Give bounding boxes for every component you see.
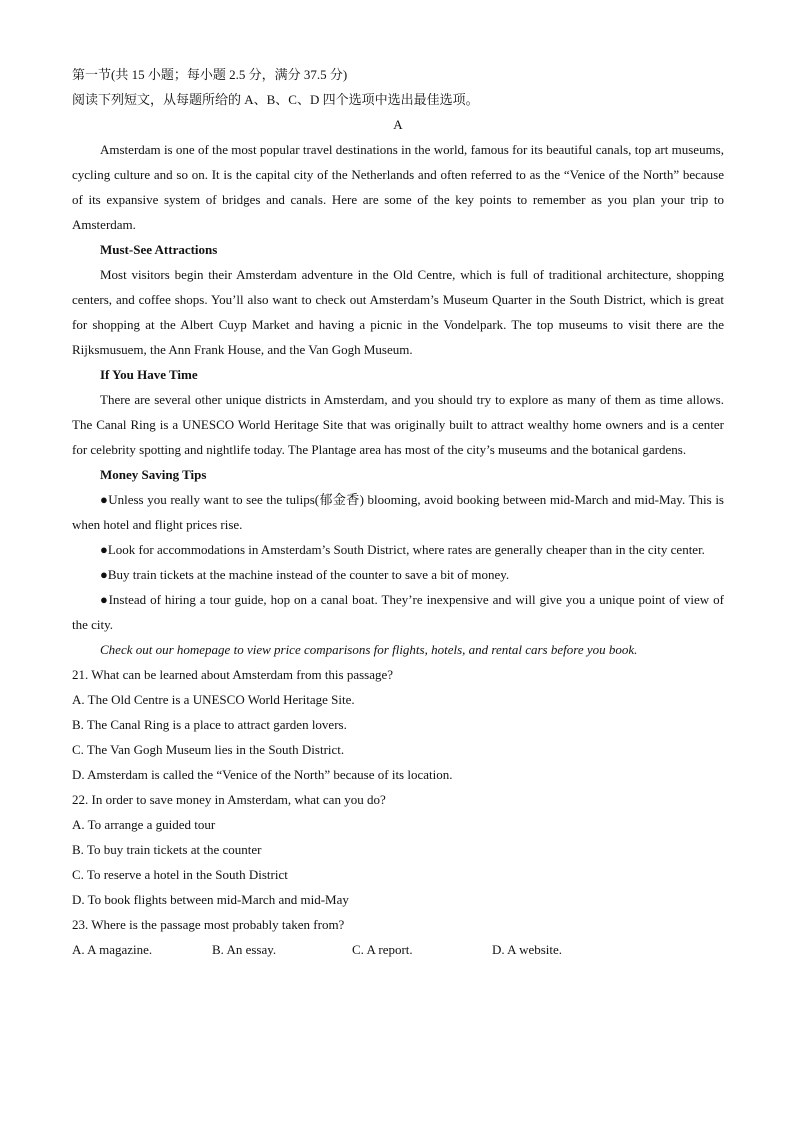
- instruction: 阅读下列短文，从每题所给的 A、B、C、D 四个选项中选出最佳选项。: [72, 92, 479, 107]
- question-options-row: [72, 937, 724, 962]
- passage-intro: Amsterdam is one of the most popular travel destinations in the world, famous for its beautiful canals, top art museums, cycling culture and so on. It is the capital city of the Netherlands and often referred to as the “Venice of the North” because of its expansive system of bridges and canals. Here are some of the key points to remember as you plan your trip to Amsterdam.: [72, 142, 724, 232]
- question-option: B. The Canal Ring is a place to attract garden lovers.: [72, 717, 347, 732]
- question-option: B. To buy train tickets at the counter: [72, 842, 262, 857]
- section-heading: If You Have Time: [100, 367, 198, 382]
- passage-label: A: [393, 117, 403, 132]
- document-page: [72, 62, 724, 962]
- question-option: C. To reserve a hotel in the South District: [72, 867, 288, 882]
- question-stem: 21. What can be learned about Amsterdam from this passage?: [72, 667, 394, 682]
- section-body: There are several other unique districts in Amsterdam, and you should try to explore as many of them as time allows. The Canal Ring is a UNESCO World Heritage Site that was originally built to attract wealthy home owners and is a center for celebrity spotting and nightlife today. The Plantage area has most of the city’s museums and the botanical gardens.: [72, 392, 724, 457]
- section-heading: Must-See Attractions: [100, 242, 218, 257]
- tips-heading: Money Saving Tips: [100, 467, 207, 482]
- section-header: 第一节(共 15 小题；每小题 2.5 分，满分 37.5 分): [72, 67, 348, 82]
- question-option: B. An essay.: [212, 942, 277, 957]
- closing-note: Check out our homepage to view price comparisons for flights, hotels, and rental cars before you book.: [100, 642, 638, 657]
- question-option: D. Amsterdam is called the “Venice of the North” because of its location.: [72, 767, 453, 782]
- question-option: A. To arrange a guided tour: [72, 817, 216, 832]
- question-option: C. The Van Gogh Museum lies in the South District.: [72, 742, 345, 757]
- question-option: C. A report.: [352, 942, 413, 957]
- question-option: D. To book flights between mid-March and mid-May: [72, 892, 349, 907]
- question-option: A. A magazine.: [72, 942, 153, 957]
- tip-item: ●Instead of hiring a tour guide, hop on a canal boat. They’re inexpensive and will give you a unique point of view of the city.: [72, 592, 724, 632]
- tip-item: ●Buy train tickets at the machine instead of the counter to save a bit of money.: [100, 567, 510, 582]
- question-stem: 23. Where is the passage most probably taken from?: [72, 917, 345, 932]
- tip-item: ●Look for accommodations in Amsterdam’s South District, where rates are generally cheaper than in the city center.: [100, 542, 705, 557]
- question-option: D. A website.: [492, 942, 563, 957]
- section-body: Most visitors begin their Amsterdam adventure in the Old Centre, which is full of traditional architecture, shopping centers, and coffee shops. You’ll also want to check out Amsterdam’s Museum Quarter in the South District, which is great for shopping at the Albert Cuyp Market and having a picnic in the Vondelpark. The top museums to visit there are the Rijksmusuem, the Ann Frank House, and the Van Gogh Museum.: [72, 267, 724, 357]
- tip-item: ●Unless you really want to see the tulips(郁金香) blooming, avoid booking between mid-March and mid-May. This is when hotel and flight prices rise.: [72, 492, 724, 532]
- question-stem: 22. In order to save money in Amsterdam, what can you do?: [72, 792, 386, 807]
- question-option: A. The Old Centre is a UNESCO World Heritage Site.: [72, 692, 355, 707]
